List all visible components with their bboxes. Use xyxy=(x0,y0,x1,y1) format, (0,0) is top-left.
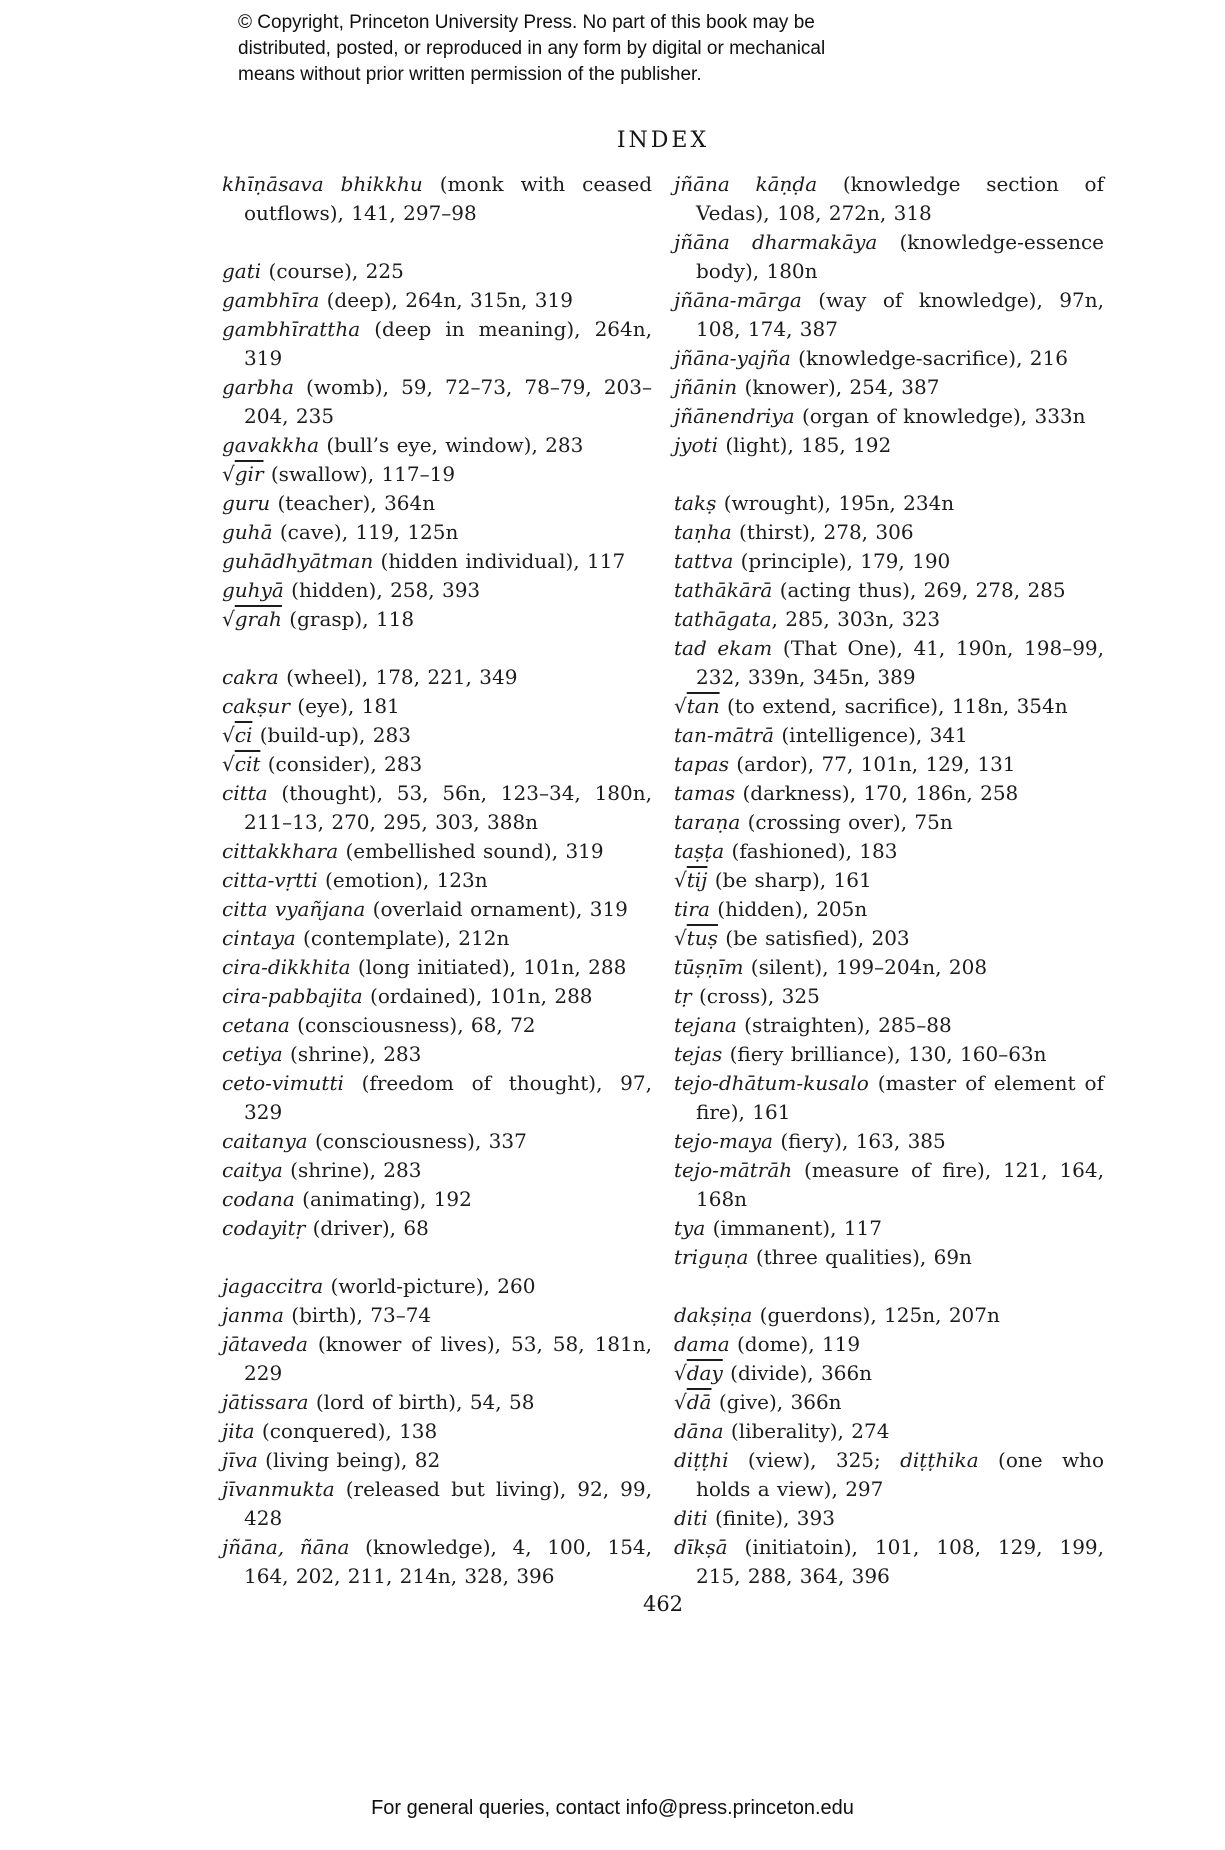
index-entry xyxy=(222,1272,652,1301)
index-entry xyxy=(674,1214,1104,1243)
entry-gloss: (master of element of fire), 161 xyxy=(696,1071,1104,1124)
entry-gloss: (liberality), 274 xyxy=(723,1419,890,1443)
entry-term: tejana xyxy=(674,1013,737,1037)
index-entry xyxy=(674,634,1104,692)
index-entry xyxy=(674,1388,1104,1417)
entry-term: caitanya xyxy=(222,1129,308,1153)
entry-term: dakṣiṇa xyxy=(674,1303,753,1327)
index-entry xyxy=(222,460,652,489)
entry-term: codayitṛ xyxy=(222,1216,306,1240)
copyright-notice xyxy=(238,10,825,88)
entry-gloss: (thirst), 278, 306 xyxy=(731,520,914,544)
entry-gloss: (bull’s eye, window), 283 xyxy=(319,433,584,457)
radical-root: gir xyxy=(234,462,264,486)
entry-gloss: (shrine), 283 xyxy=(282,1158,422,1182)
index-entry xyxy=(222,547,652,576)
radical-sign-icon: √ xyxy=(674,1390,687,1414)
entry-gloss: (embellished sound), 319 xyxy=(338,839,604,863)
entry-gloss: (contemplate), 212n xyxy=(295,926,510,950)
entry-term: guhā xyxy=(222,520,273,544)
index-entry xyxy=(674,576,1104,605)
entry-gloss: (hidden individual), 117 xyxy=(373,549,626,573)
entry-term: gambhīra xyxy=(222,288,320,312)
entry-gloss: (immanent), 117 xyxy=(705,1216,883,1240)
entry-term: tathāgata xyxy=(674,607,772,631)
index-columns xyxy=(222,170,1104,1591)
entry-gloss: (acting thus), 269, 278, 285 xyxy=(772,578,1066,602)
index-entry xyxy=(674,547,1104,576)
entry-gloss: (organ of knowledge), 333n xyxy=(794,404,1086,428)
radical-sign-icon: √ xyxy=(674,926,687,950)
index-entry xyxy=(674,1156,1104,1214)
entry-gloss: (emotion), 123n xyxy=(317,868,488,892)
radical-term xyxy=(674,694,720,718)
entry-term: tamas xyxy=(674,781,736,805)
entry-term: jñānin xyxy=(674,375,738,399)
index-entry xyxy=(222,1388,652,1417)
entry-gloss: (intelligence), 341 xyxy=(774,723,968,747)
index-entry xyxy=(222,1533,652,1591)
entry-gloss: (guerdons), 125n, 207n xyxy=(752,1303,1000,1327)
index-entry xyxy=(674,1243,1104,1272)
radical-term xyxy=(674,868,707,892)
radical-root: cit xyxy=(234,752,261,776)
entry-gloss: (ardor), 77, 101n, 129, 131 xyxy=(728,752,1016,776)
index-entry xyxy=(222,1185,652,1214)
index-entry xyxy=(222,692,652,721)
entry-term: diṭṭhika xyxy=(900,1448,979,1472)
index-entry xyxy=(674,605,1104,634)
entry-term: gambhīrattha xyxy=(222,317,361,341)
entry-term: cintaya xyxy=(222,926,296,950)
index-entry xyxy=(222,1475,652,1533)
index-entry xyxy=(674,692,1104,721)
entry-gloss: (freedom of thought), 97, 329 xyxy=(244,1071,652,1124)
entry-gloss: (knowledge-essence body), 180n xyxy=(696,230,1104,283)
radical-sign-icon: √ xyxy=(674,694,687,718)
entry-gloss: (consciousness), 337 xyxy=(307,1129,527,1153)
entry-term: jita xyxy=(222,1419,255,1443)
entry-gloss: (to extend, sacrifice), 118n, 354n xyxy=(719,694,1068,718)
entry-term: janma xyxy=(222,1303,284,1327)
entry-gloss: (cave), 119, 125n xyxy=(272,520,459,544)
entry-gloss: (hidden), 205n xyxy=(709,897,868,921)
index-entry xyxy=(674,1127,1104,1156)
index-column-right xyxy=(674,170,1104,1591)
entry-gloss: (wrought), 195n, 234n xyxy=(716,491,955,515)
radical-term xyxy=(674,1361,723,1385)
entry-gloss: (knowledge section of Vedas), 108, 272n, 318 xyxy=(696,172,1104,225)
entry-term: tūṣṇīm xyxy=(674,955,744,979)
index-entry xyxy=(674,489,1104,518)
entry-gloss: (ordained), 101n, 288 xyxy=(362,984,593,1008)
entry-gloss: (course), 225 xyxy=(261,259,404,283)
index-group xyxy=(222,170,652,228)
entry-gloss: (monk with ceased outflows), 141, 297–98 xyxy=(244,172,652,225)
index-entry xyxy=(222,489,652,518)
index-entry xyxy=(674,953,1104,982)
entry-gloss: (lord of birth), 54, 58 xyxy=(308,1390,535,1414)
index-entry xyxy=(222,373,652,431)
entry-term: jātissara xyxy=(222,1390,309,1414)
entry-term: citta vyañjana xyxy=(222,897,366,921)
index-group xyxy=(222,663,652,1243)
index-entry xyxy=(222,1040,652,1069)
entry-term: cira-pabbajita xyxy=(222,984,363,1008)
entry-gloss: (swallow), 117–19 xyxy=(263,462,456,486)
entry-gloss: (three qualities), 69n xyxy=(748,1245,972,1269)
index-entry xyxy=(222,286,652,315)
entry-gloss: (principle), 179, 190 xyxy=(733,549,951,573)
entry-gloss: (deep in meaning), 264n, 319 xyxy=(244,317,652,370)
entry-gloss: (fashioned), 183 xyxy=(724,839,898,863)
entry-gloss: (initiatoin), 101, 108, 129, 199, 215, 288, 364, 396 xyxy=(696,1535,1104,1588)
radical-root: dā xyxy=(686,1390,712,1414)
entry-gloss: (teacher), 364n xyxy=(270,491,436,515)
entry-term: diti xyxy=(674,1506,708,1530)
copyright-line: means without prior written permission of the publisher. xyxy=(238,64,702,85)
index-entry xyxy=(674,344,1104,373)
radical-term xyxy=(222,462,264,486)
entry-term: jñāna kāṇḍa xyxy=(674,172,818,196)
index-entry xyxy=(222,1417,652,1446)
index-entry xyxy=(222,1330,652,1388)
entry-gloss: (crossing over), 75n xyxy=(740,810,953,834)
index-entry xyxy=(674,1359,1104,1388)
index-entry xyxy=(222,1214,652,1243)
index-group xyxy=(674,1301,1104,1591)
entry-term: tya xyxy=(674,1216,706,1240)
index-entry xyxy=(674,924,1104,953)
entry-term: ceto-vimutti xyxy=(222,1071,344,1095)
index-entry xyxy=(222,1446,652,1475)
entry-gloss: (divide), 366n xyxy=(722,1361,873,1385)
entry-gloss: (way of knowledge), 97n, 108, 174, 387 xyxy=(696,288,1104,341)
index-entry xyxy=(674,982,1104,1011)
footer-contact: For general queries, contact info@press.princeton.edu xyxy=(371,1797,854,1819)
entry-gloss: (be sharp), 161 xyxy=(707,868,872,892)
index-entry xyxy=(222,779,652,837)
entry-term: taṇha xyxy=(674,520,732,544)
entry-gloss: (conquered), 138 xyxy=(254,1419,438,1443)
index-entry xyxy=(674,1417,1104,1446)
entry-term: dama xyxy=(674,1332,730,1356)
entry-term: jātaveda xyxy=(222,1332,308,1356)
radical-sign-icon: √ xyxy=(674,868,687,892)
entry-gloss: (one who holds a view), 297 xyxy=(696,1448,1104,1501)
index-entry xyxy=(222,953,652,982)
entry-term: tejo-dhātum-kusalo xyxy=(674,1071,869,1095)
entry-term: jñāna, ñāna xyxy=(222,1535,350,1559)
entry-gloss: (finite), 393 xyxy=(707,1506,835,1530)
index-entry xyxy=(674,866,1104,895)
page-number: 462 xyxy=(642,1592,684,1616)
entry-gloss: (be satisfied), 203 xyxy=(717,926,910,950)
entry-term: tad ekam xyxy=(674,636,773,660)
entry-term: taraṇa xyxy=(674,810,741,834)
index-entry xyxy=(674,808,1104,837)
index-entry xyxy=(222,170,652,228)
index-entry xyxy=(674,837,1104,866)
entry-gloss: (knower of lives), 53, 58, 181n, 229 xyxy=(244,1332,652,1385)
entry-term: jagaccitra xyxy=(222,1274,324,1298)
entry-gloss: (dome), 119 xyxy=(729,1332,861,1356)
index-entry xyxy=(222,1069,652,1127)
index-group xyxy=(674,489,1104,1272)
entry-term: jñāna dharmakāya xyxy=(674,230,878,254)
entry-term: tapas xyxy=(674,752,729,776)
index-entry xyxy=(222,837,652,866)
radical-sign-icon: √ xyxy=(222,723,235,747)
entry-term: tattva xyxy=(674,549,734,573)
radical-root: tuṣ xyxy=(686,926,718,950)
radical-term xyxy=(674,1390,711,1414)
index-entry xyxy=(674,518,1104,547)
index-entry xyxy=(222,257,652,286)
entry-gloss: (overlaid ornament), 319 xyxy=(365,897,628,921)
entry-gloss: (grasp), 118 xyxy=(281,607,415,631)
copyright-line: distributed, posted, or reproduced in any form by digital or mechanical xyxy=(238,38,826,59)
entry-term: cira-dikkhita xyxy=(222,955,351,979)
entry-term: triguṇa xyxy=(674,1245,749,1269)
index-entry xyxy=(222,982,652,1011)
entry-gloss: (build-up), 283 xyxy=(252,723,411,747)
entry-term: cakra xyxy=(222,665,279,689)
entry-term: tira xyxy=(674,897,710,921)
index-entry xyxy=(222,750,652,779)
entry-gloss: (birth), 73–74 xyxy=(283,1303,432,1327)
radical-root: ci xyxy=(234,723,253,747)
entry-gloss: (wheel), 178, 221, 349 xyxy=(278,665,518,689)
radical-sign-icon: √ xyxy=(674,1361,687,1385)
entry-gloss: , 285, 303n, 323 xyxy=(771,607,941,631)
entry-gloss: (That One), 41, 190n, 198–99, 232, 339n, 345n, 389 xyxy=(696,636,1104,689)
entry-term: cakṣur xyxy=(222,694,290,718)
index-entry xyxy=(222,576,652,605)
index-group xyxy=(222,1272,652,1591)
entry-term: tathākārā xyxy=(674,578,773,602)
index-entry xyxy=(222,1156,652,1185)
page-title: INDEX xyxy=(616,128,710,153)
radical-root: tan xyxy=(686,694,720,718)
entry-term: caitya xyxy=(222,1158,283,1182)
index-entry xyxy=(222,663,652,692)
index-group xyxy=(222,257,652,634)
index-entry xyxy=(674,402,1104,431)
entry-gloss: (silent), 199–204n, 208 xyxy=(743,955,988,979)
index-entry xyxy=(674,1504,1104,1533)
entry-term: tejo-maya xyxy=(674,1129,773,1153)
radical-root: grah xyxy=(234,607,282,631)
entry-gloss: (knower), 254, 387 xyxy=(737,375,940,399)
entry-gloss: (released but living), 92, 99, 428 xyxy=(244,1477,652,1530)
entry-term: jīvanmukta xyxy=(222,1477,335,1501)
radical-sign-icon: √ xyxy=(222,752,235,776)
entry-term: jñāna-mārga xyxy=(674,288,802,312)
entry-term: tṛ xyxy=(674,984,692,1008)
index-entry xyxy=(222,1301,652,1330)
entry-gloss: (fiery), 163, 385 xyxy=(772,1129,946,1153)
index-group xyxy=(674,170,1104,460)
entry-gloss: (hidden), 258, 393 xyxy=(283,578,481,602)
entry-term: codana xyxy=(222,1187,295,1211)
entry-gloss: (measure of fire), 121, 164, 168n xyxy=(696,1158,1104,1211)
index-entry xyxy=(674,286,1104,344)
entry-gloss: (driver), 68 xyxy=(305,1216,429,1240)
index-entry xyxy=(222,866,652,895)
index-entry xyxy=(674,750,1104,779)
index-entry xyxy=(674,373,1104,402)
entry-gloss: (darkness), 170, 186n, 258 xyxy=(735,781,1019,805)
entry-gloss: (knowledge), 4, 100, 154, 164, 202, 211, 214n, 328, 396 xyxy=(244,1535,652,1588)
entry-term: dīkṣā xyxy=(674,1535,728,1559)
entry-gloss: (knowledge-sacrifice), 216 xyxy=(790,346,1068,370)
entry-term: guhyā xyxy=(222,578,284,602)
index-entry xyxy=(674,779,1104,808)
entry-gloss: (living being), 82 xyxy=(257,1448,441,1472)
index-entry xyxy=(674,1446,1104,1504)
copyright-line: © Copyright, Princeton University Press. No part of this book may be xyxy=(238,12,815,33)
index-entry xyxy=(222,605,652,634)
radical-root: day xyxy=(686,1361,723,1385)
entry-term: diṭṭhi xyxy=(674,1448,729,1472)
entry-gloss: (consider), 283 xyxy=(260,752,423,776)
index-entry xyxy=(222,924,652,953)
radical-term xyxy=(222,607,282,631)
entry-gloss: (long initiated), 101n, 288 xyxy=(350,955,627,979)
index-entry xyxy=(674,170,1104,228)
entry-gloss: (fiery brilliance), 130, 160–63n xyxy=(722,1042,1047,1066)
entry-term: cittakkhara xyxy=(222,839,339,863)
index-entry xyxy=(222,315,652,373)
radical-term xyxy=(222,752,260,776)
entry-gloss: (cross), 325 xyxy=(691,984,820,1008)
entry-gloss: (thought), 53, 56n, 123–34, 180n, 211–13, 270, 295, 303, 388n xyxy=(244,781,652,834)
entry-term: cetana xyxy=(222,1013,290,1037)
index-entry xyxy=(222,431,652,460)
entry-gloss: (animating), 192 xyxy=(294,1187,472,1211)
entry-gloss: (light), 185, 192 xyxy=(717,433,892,457)
index-entry xyxy=(674,1069,1104,1127)
entry-term: tejas xyxy=(674,1042,723,1066)
entry-term: guru xyxy=(222,491,271,515)
entry-term: jīva xyxy=(222,1448,258,1472)
radical-root: tij xyxy=(686,868,708,892)
entry-term: dāna xyxy=(674,1419,724,1443)
entry-term: garbha xyxy=(222,375,294,399)
entry-term: citta xyxy=(222,781,268,805)
entry-gloss: (give), 366n xyxy=(711,1390,842,1414)
radical-sign-icon: √ xyxy=(222,607,235,631)
entry-gloss: (consciousness), 68, 72 xyxy=(289,1013,536,1037)
index-column-left xyxy=(222,170,652,1591)
entry-term: guhādhyātman xyxy=(222,549,374,573)
index-entry xyxy=(674,895,1104,924)
entry-term: jyoti xyxy=(674,433,718,457)
entry-gloss: (eye), 181 xyxy=(289,694,400,718)
entry-term: jñāna-yajña xyxy=(674,346,791,370)
index-entry xyxy=(674,721,1104,750)
index-entry xyxy=(674,228,1104,286)
radical-term xyxy=(222,723,252,747)
index-entry xyxy=(222,895,652,924)
entry-term: jñānendriya xyxy=(674,404,795,428)
entry-term: citta-vṛtti xyxy=(222,868,318,892)
entry-gloss: (womb), 59, 72–73, 78–79, 203–204, 235 xyxy=(244,375,652,428)
index-entry xyxy=(222,1127,652,1156)
index-entry xyxy=(674,431,1104,460)
entry-gloss: (world-picture), 260 xyxy=(323,1274,536,1298)
entry-term: taṣṭa xyxy=(674,839,725,863)
entry-gloss: (shrine), 283 xyxy=(282,1042,422,1066)
index-entry xyxy=(222,721,652,750)
entry-term: takṣ xyxy=(674,491,717,515)
radical-sign-icon: √ xyxy=(222,462,235,486)
entry-term: tejo-mātrāh xyxy=(674,1158,793,1182)
entry-term: gati xyxy=(222,259,262,283)
entry-gloss: (straighten), 285–88 xyxy=(736,1013,952,1037)
index-entry xyxy=(222,1011,652,1040)
entry-term: khīṇāsava bhikkhu xyxy=(222,172,423,196)
entry-gloss: (view), 325; xyxy=(728,1448,901,1472)
entry-gloss: (deep), 264n, 315n, 319 xyxy=(319,288,573,312)
entry-term: cetiya xyxy=(222,1042,283,1066)
entry-term: gavakkha xyxy=(222,433,319,457)
entry-term: tan-mātrā xyxy=(674,723,775,747)
index-entry xyxy=(222,518,652,547)
index-entry xyxy=(674,1040,1104,1069)
index-entry xyxy=(674,1011,1104,1040)
radical-term xyxy=(674,926,718,950)
index-entry xyxy=(674,1330,1104,1359)
index-entry xyxy=(674,1533,1104,1591)
index-entry xyxy=(674,1301,1104,1330)
